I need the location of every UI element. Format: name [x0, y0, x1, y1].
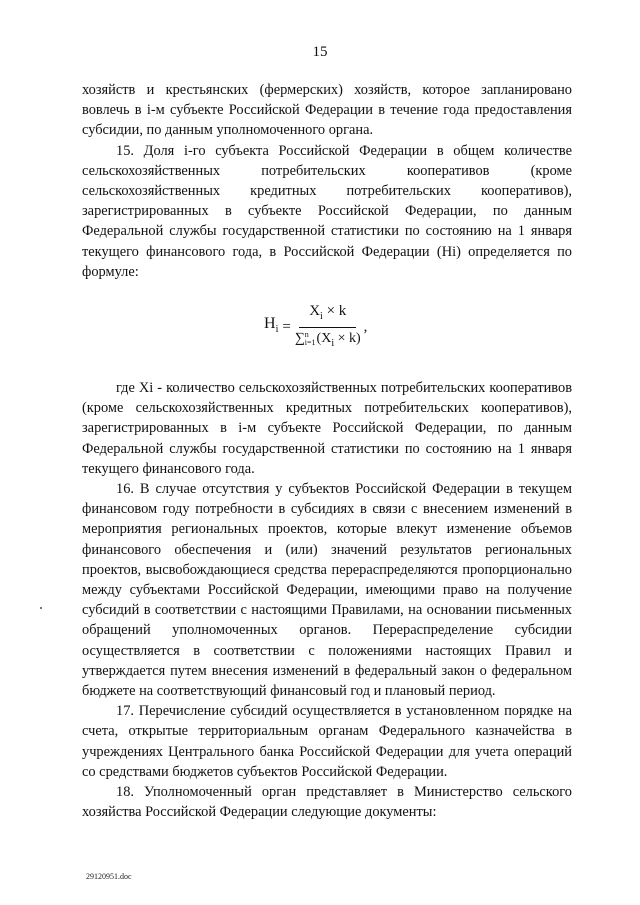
formula-equals: = — [282, 319, 291, 336]
sum-symbol: ∑ — [294, 331, 305, 347]
document-body — [82, 80, 572, 823]
page-number: 15 — [312, 44, 328, 60]
paragraph-18: 18. Уполномоченный орган представляет в Министерство сельского хозяйства Российской Федерации следующие документы: — [82, 784, 572, 821]
paragraph-16: 16. В случае отсутствия у субъектов Российской Федерации в текущем финансовом году потребности в субсидиях в связи с внесением изменений в мероприятия региональных проектов, которые влекут изменение объемов финансового обеспечения и (или) значений результатов региональных проектов, высвобождающиеся средства перераспределяются пропорционально между субъектами Российской Федерации, имеющими право на получение субсидий в соответствии с настоящими Правилами, на основании письменных обращений уполномоченных органов. Перераспределение субсидии осуществляется в соответствии с положениями настоящих Правил и утверждается путем внесения изменений в федеральный закон о федеральном бюджете на соответствующий финансовый год и плановый период. — [82, 481, 572, 700]
paragraph-continuation: хозяйств и крестьянских (фермерских) хозяйств, которое запланировано вовлечь в i-м субъекте Российской Федерации в течение года предоставления субсидии, по данным уполномоченного органа. — [82, 82, 572, 139]
paragraph-15: 15. Доля i-го субъекта Российской Федерации в общем количестве сельскохозяйственных потребительских кооперативов (кроме сельскохозяйственных кредитных потребительских кооперативов), зарегистрированных в субъекте Российской Федерации, по данным Федеральной службы государственной статистики по состоянию на 1 января текущего финансового года, в Российской Федерации (Hi) определяется по формуле: — [82, 142, 572, 280]
formula — [264, 302, 367, 353]
formula-block — [82, 282, 572, 378]
formula-fraction — [295, 302, 361, 353]
formula-numerator: $X_i \times k$ — [299, 302, 356, 328]
margin-mark — [40, 607, 42, 609]
footer-doc-code: 29120951.doc — [86, 872, 132, 881]
formula-trailing-comma: , — [363, 319, 368, 336]
paragraph-where-xi: где Xi - количество сельскохозяйственных потребительских кооперативов (кроме сельскохозяйственных кредитных потребительских кооперативов), зарегистрированных в i-м субъекте Российской Федерации, по данным Федеральной службы государственной статистики по состоянию на 1 января текущего финансового года. — [82, 380, 572, 477]
formula-lhs: $H_i$ — [264, 315, 279, 336]
sum-limits: n i=1 — [304, 329, 316, 347]
formula-denominator: ∑ n i=1 $(X_i \times k)$ — [294, 329, 361, 349]
paragraph-17: 17. Перечисление субсидий осуществляется в установленном порядке на счета, открытые территориальным органам Федерального казначейства в учреждениях Центрального банка Российской Федерации для учета операций со средствами бюджетов субъектов Российской Федерации. — [82, 703, 572, 780]
